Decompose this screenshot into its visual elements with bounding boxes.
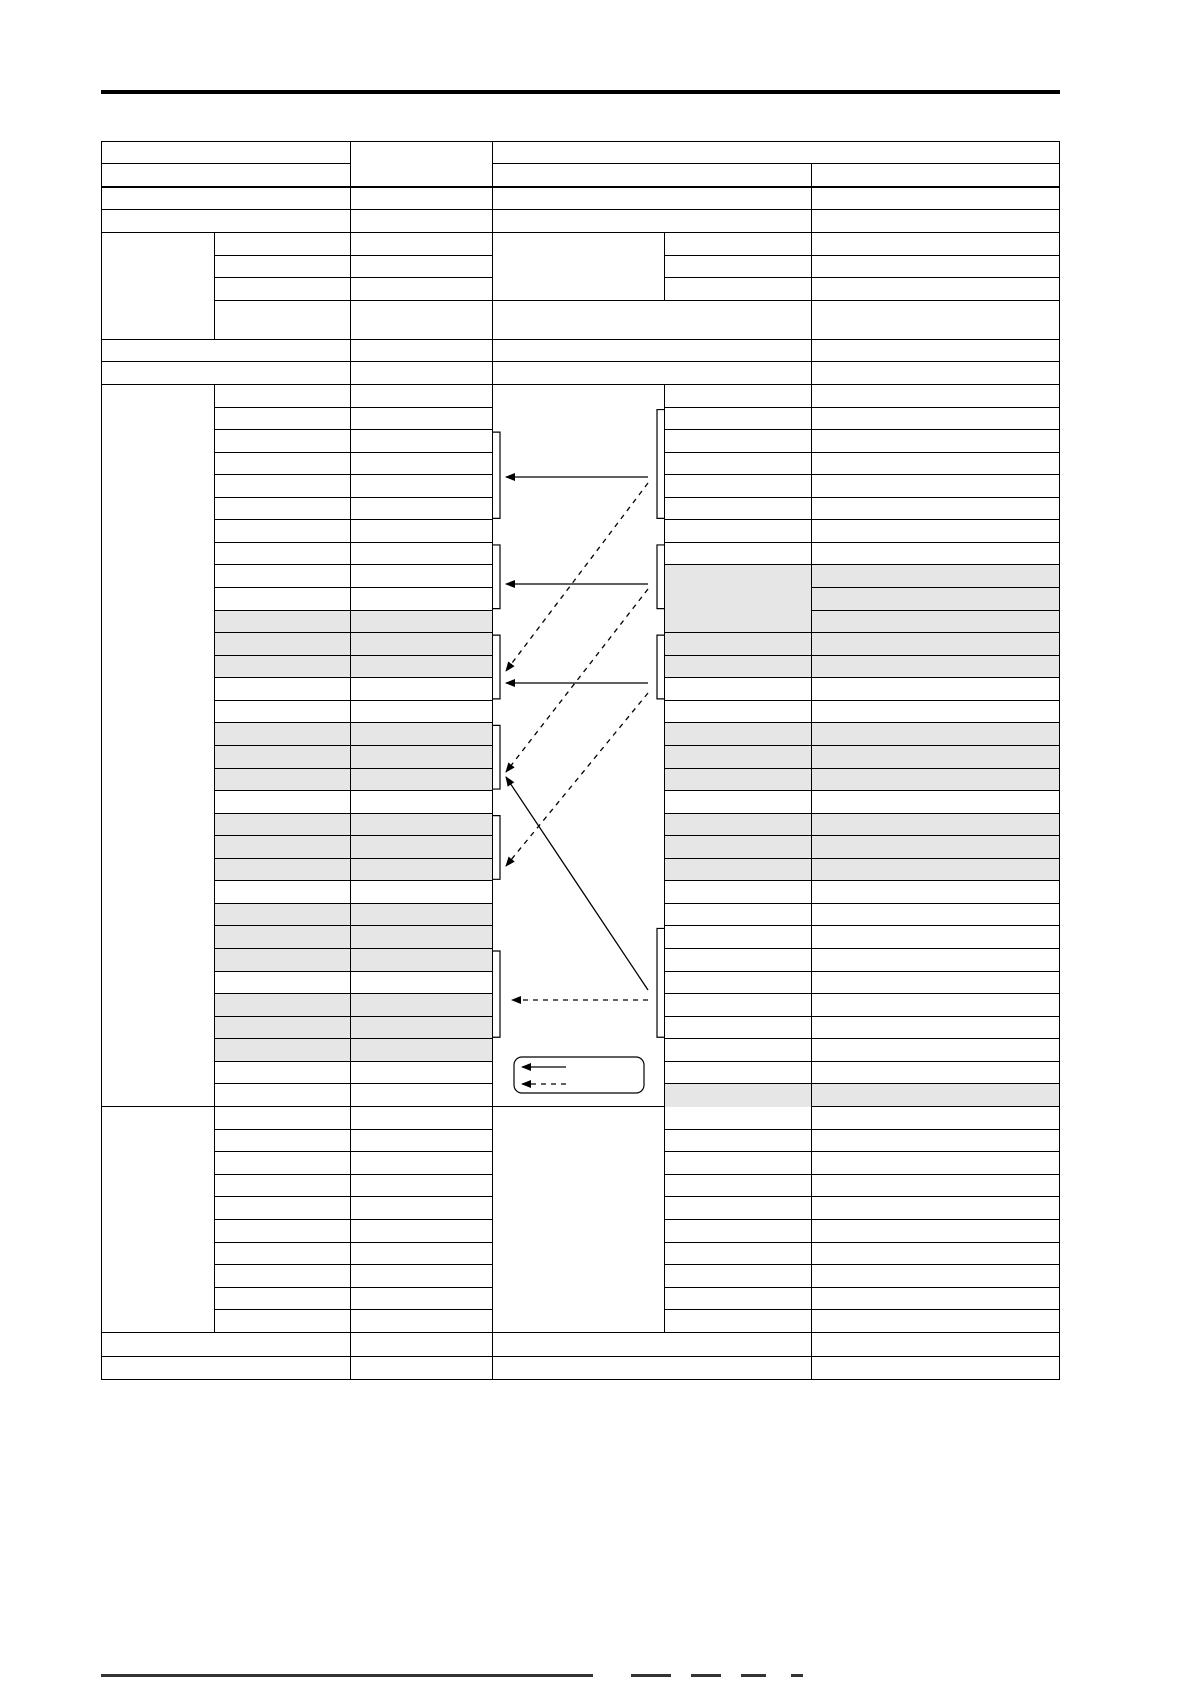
table-cell — [351, 746, 493, 769]
table-cell — [665, 543, 812, 566]
table-cell — [215, 611, 351, 634]
table-cell — [351, 1243, 493, 1266]
table-cell — [812, 769, 1060, 792]
table-cell — [812, 904, 1060, 927]
table-cell — [215, 408, 351, 431]
table-cell — [493, 210, 812, 233]
table-cell — [351, 1084, 493, 1107]
table-cell — [351, 633, 493, 656]
table-cell — [812, 1152, 1060, 1175]
table-cell — [351, 301, 493, 340]
table-cell — [665, 430, 812, 453]
table-cell — [215, 1107, 351, 1130]
table-cell — [215, 475, 351, 498]
group-label-cell — [101, 385, 215, 1107]
table-cell — [215, 904, 351, 927]
table-cell — [351, 769, 493, 792]
table-cell — [665, 1175, 812, 1198]
table-cell — [812, 1062, 1060, 1085]
table-cell — [812, 611, 1060, 634]
table-cell — [812, 565, 1060, 588]
table-cell — [351, 453, 493, 476]
table-cell — [665, 475, 812, 498]
table-cell — [351, 611, 493, 634]
table-cell — [665, 1107, 812, 1130]
table-cell — [812, 1310, 1060, 1333]
table-cell — [215, 678, 351, 701]
table-cell — [665, 1062, 812, 1085]
header-cell — [493, 141, 1060, 164]
row-label-cell — [101, 1333, 351, 1357]
table-cell — [812, 972, 1060, 995]
group-label-cell — [101, 233, 215, 340]
table-cell — [665, 385, 812, 408]
table-cell — [351, 1152, 493, 1175]
table-cell — [351, 543, 493, 566]
table-cell — [215, 430, 351, 453]
table-cell — [812, 814, 1060, 837]
table-cell — [215, 520, 351, 543]
table-cell — [812, 1130, 1060, 1153]
table-cell — [215, 1017, 351, 1040]
table-cell — [215, 791, 351, 814]
table-cell — [215, 1039, 351, 1062]
merged-cell — [493, 1107, 665, 1333]
table-cell — [812, 498, 1060, 521]
table-cell — [665, 1039, 812, 1062]
table-cell — [812, 588, 1060, 611]
header-cell — [101, 141, 351, 164]
table-cell — [351, 408, 493, 431]
table-cell — [812, 746, 1060, 769]
table-cell — [812, 187, 1060, 210]
merged-cell — [493, 233, 665, 301]
table-cell — [215, 1220, 351, 1243]
table-cell — [812, 949, 1060, 972]
table-cell — [215, 814, 351, 837]
table-cell — [215, 1197, 351, 1220]
table-cell — [351, 1220, 493, 1243]
table-cell — [215, 385, 351, 408]
table-cell — [812, 520, 1060, 543]
table-cell — [351, 1107, 493, 1130]
table-cell — [665, 994, 812, 1017]
table-cell — [351, 362, 493, 385]
table-cell — [351, 994, 493, 1017]
table-cell — [215, 1084, 351, 1107]
table-cell — [215, 1288, 351, 1311]
table-cell — [665, 926, 812, 949]
table-cell — [812, 301, 1060, 340]
table-cell — [351, 340, 493, 362]
table-cell — [665, 633, 812, 656]
table-cell — [812, 385, 1060, 408]
table-cell — [215, 881, 351, 904]
row-label-cell — [101, 1357, 351, 1380]
table-cell — [351, 1130, 493, 1153]
table-cell — [812, 1357, 1060, 1380]
table-cell — [665, 746, 812, 769]
table-cell — [493, 1357, 812, 1380]
header-cell — [812, 164, 1060, 187]
table-cell — [812, 1175, 1060, 1198]
table-cell — [812, 1243, 1060, 1266]
table-cell — [351, 881, 493, 904]
table-cell — [812, 210, 1060, 233]
table-cell — [351, 210, 493, 233]
table-cell — [665, 1152, 812, 1175]
footer-bar — [101, 1674, 1060, 1677]
table-cell — [351, 1288, 493, 1311]
table-cell — [812, 1084, 1060, 1107]
table-cell — [351, 233, 493, 256]
table-cell — [351, 859, 493, 882]
table-cell — [665, 1288, 812, 1311]
table-cell — [812, 340, 1060, 362]
table-cell — [665, 656, 812, 679]
table-cell — [812, 543, 1060, 566]
table-cell — [351, 814, 493, 837]
table-cell — [665, 233, 812, 256]
table-cell — [351, 949, 493, 972]
table-cell — [665, 769, 812, 792]
table-cell — [351, 256, 493, 278]
table-cell — [351, 1039, 493, 1062]
table-cell — [215, 1175, 351, 1198]
table-cell — [215, 723, 351, 746]
table-cell — [665, 1220, 812, 1243]
table-cell — [812, 1265, 1060, 1288]
table-cell — [351, 385, 493, 408]
table-cell — [215, 278, 351, 301]
table-cell — [665, 723, 812, 746]
table-cell — [493, 1333, 812, 1357]
table-cell — [215, 1243, 351, 1266]
table-cell — [812, 701, 1060, 724]
table-cell — [215, 701, 351, 724]
table-cell — [812, 994, 1060, 1017]
table-cell — [665, 836, 812, 859]
table-cell — [215, 233, 351, 256]
table-cell — [812, 1197, 1060, 1220]
table-cell — [215, 453, 351, 476]
table-cell — [665, 1243, 812, 1266]
table-cell — [812, 859, 1060, 882]
table-cell — [812, 926, 1060, 949]
diagram-area — [493, 385, 665, 1107]
table-cell — [812, 362, 1060, 385]
table-cell — [812, 453, 1060, 476]
row-label-cell — [101, 187, 351, 210]
table-cell — [665, 949, 812, 972]
table-cell — [351, 656, 493, 679]
table-cell — [215, 1062, 351, 1085]
table-cell — [812, 881, 1060, 904]
table-cell — [665, 1265, 812, 1288]
table-cell — [215, 994, 351, 1017]
table-cell — [351, 1265, 493, 1288]
table-cell — [351, 520, 493, 543]
table-cell — [812, 278, 1060, 301]
table-cell — [351, 475, 493, 498]
table-cell — [812, 1017, 1060, 1040]
table-cell — [215, 926, 351, 949]
row-label-cell — [101, 362, 351, 385]
table-cell — [665, 520, 812, 543]
table-cell — [215, 543, 351, 566]
table-cell — [351, 498, 493, 521]
table-cell — [351, 187, 493, 210]
table-cell — [351, 1062, 493, 1085]
table-cell — [493, 187, 812, 210]
row-label-cell — [101, 340, 351, 362]
group-label-cell — [101, 1107, 215, 1333]
table-cell — [812, 408, 1060, 431]
table-cell — [665, 791, 812, 814]
table-cell — [215, 836, 351, 859]
table-cell — [665, 904, 812, 927]
table-cell — [493, 301, 812, 340]
table-cell — [812, 475, 1060, 498]
table-cell — [812, 233, 1060, 256]
table-cell — [812, 723, 1060, 746]
table-cell — [812, 1039, 1060, 1062]
table-cell — [215, 769, 351, 792]
table-cell — [351, 701, 493, 724]
table-cell — [665, 1197, 812, 1220]
table-cell — [215, 588, 351, 611]
table-cell — [351, 430, 493, 453]
table-cell — [351, 1310, 493, 1333]
table-cell — [351, 278, 493, 301]
table-cell — [351, 723, 493, 746]
table-cell — [215, 1310, 351, 1333]
table-cell — [665, 859, 812, 882]
table-cell — [351, 588, 493, 611]
table-cell — [493, 362, 812, 385]
table-cell — [665, 1017, 812, 1040]
row-label-cell — [101, 210, 351, 233]
table-cell — [351, 972, 493, 995]
table-cell — [812, 678, 1060, 701]
table-cell — [665, 1310, 812, 1333]
table-cell — [215, 633, 351, 656]
header-cell — [101, 164, 351, 187]
table-cell — [812, 791, 1060, 814]
table-cell — [351, 1017, 493, 1040]
table-cell — [665, 256, 812, 278]
table-cell — [665, 881, 812, 904]
header-separator-rule — [101, 186, 1060, 188]
table-cell — [665, 453, 812, 476]
table-cell — [351, 904, 493, 927]
table-cell — [351, 678, 493, 701]
table-cell — [812, 1288, 1060, 1311]
table-cell — [351, 1357, 493, 1380]
table-cell — [215, 301, 351, 340]
table-cell — [215, 656, 351, 679]
table-cell — [812, 633, 1060, 656]
table-cell — [215, 565, 351, 588]
table-cell — [351, 1333, 493, 1357]
table-cell — [665, 408, 812, 431]
header-cell — [351, 141, 493, 187]
table-cell — [215, 746, 351, 769]
table-cell — [665, 678, 812, 701]
table-cell — [215, 1152, 351, 1175]
table-cell — [665, 814, 812, 837]
table-cell — [665, 498, 812, 521]
table-cell — [665, 972, 812, 995]
table-cell — [215, 498, 351, 521]
table-cell — [351, 565, 493, 588]
table-cell — [812, 1107, 1060, 1130]
table-cell — [215, 949, 351, 972]
table-cell — [351, 791, 493, 814]
table-cell — [665, 278, 812, 301]
table-cell — [812, 1333, 1060, 1357]
table-cell — [812, 430, 1060, 453]
table-cell — [215, 1130, 351, 1153]
table-cell — [812, 656, 1060, 679]
table-cell — [812, 256, 1060, 278]
table-cell — [215, 256, 351, 278]
table-cell — [215, 859, 351, 882]
table-cell — [351, 836, 493, 859]
table-cell — [812, 1220, 1060, 1243]
table-cell — [493, 340, 812, 362]
table-cell — [215, 1265, 351, 1288]
table-cell — [351, 1175, 493, 1198]
merged-cell — [665, 565, 812, 633]
table-cell — [812, 836, 1060, 859]
table-cell — [665, 701, 812, 724]
table-cell — [665, 1130, 812, 1153]
table-cell — [351, 926, 493, 949]
table-cell — [215, 972, 351, 995]
header-cell — [493, 164, 812, 187]
table-cell — [351, 1197, 493, 1220]
